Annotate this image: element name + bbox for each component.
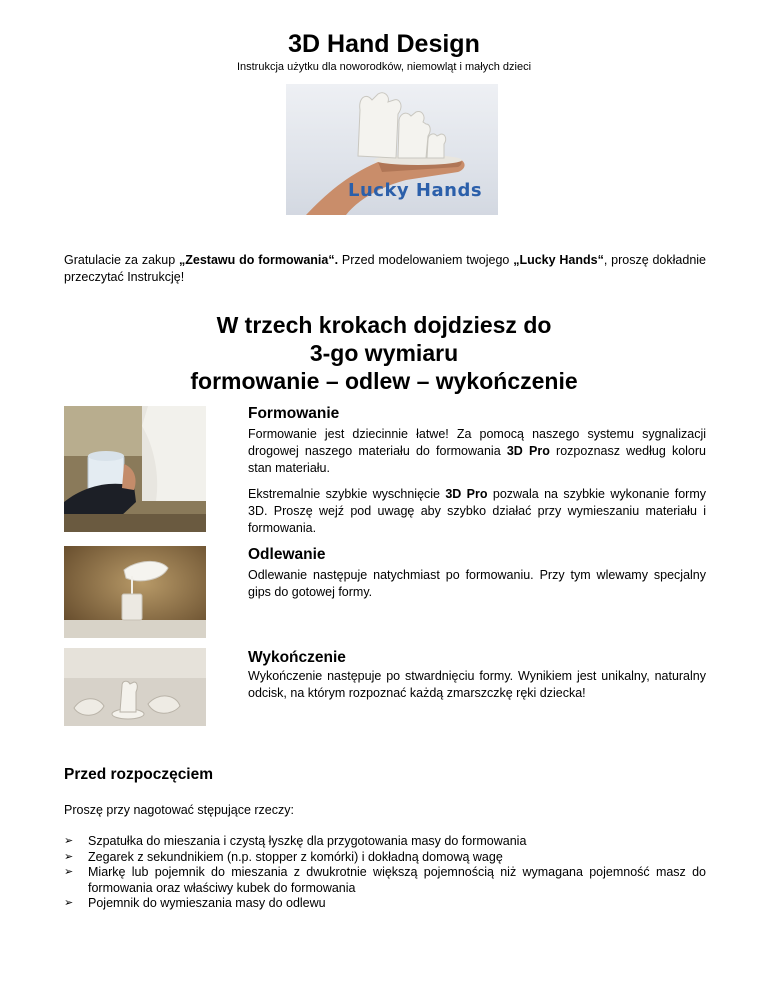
list-item: ➢ Zegarek z sekundnikiem (n.p. stopper z komórki) i dokładną domową wagę <box>64 849 503 864</box>
arrow-bullet-icon: ➢ <box>64 897 74 909</box>
casting-photo <box>64 546 206 638</box>
list-item: ➢ Pojemnik do wymieszania masy do odlewu <box>64 896 326 910</box>
lucky-hands-logo: Lucky Hands <box>348 180 483 201</box>
before-start-lead: Proszę przy nagotować stępujące rzeczy: <box>64 803 294 817</box>
arrow-bullet-icon: ➢ <box>64 850 74 863</box>
document-title: 3D Hand Design <box>288 30 480 58</box>
before-start-heading: Przed rozpoczęciem <box>64 766 214 783</box>
finishing-photo <box>64 648 206 726</box>
section-text-molding-2: Ekstremalnie szybkie wyschnięcie 3D Pro pozwala na szybkie wykonanie formy 3D. Proszę wejź pod uwagę aby szybko działać przy wymieszaniu materiału i formowania. <box>248 487 707 535</box>
molding-photo <box>64 406 206 532</box>
hero-image <box>286 84 498 215</box>
arrow-bullet-icon: ➢ <box>64 866 74 878</box>
supplies-list <box>64 834 706 912</box>
document-subtitle: Instrukcja użytku dla noworodków, niemowląt i małych dzieci <box>236 61 532 73</box>
section-text-casting: Odlewanie następuje natychmiast po formowaniu. Przy tym wlewamy specjalny gips do gotowej formy. <box>248 568 706 599</box>
section-title-finishing: Wykończenie <box>248 649 346 666</box>
steps-headline: W trzech krokach dojdziesz do 3-go wymiaru formowanie – odlew – wykończenie <box>190 312 578 394</box>
section-title-molding: Formowanie <box>248 405 340 422</box>
list-item: ➢ Szpatułka do mieszania i czystą łyszkę dla przygotowania masy do formowania <box>64 834 527 848</box>
list-item: ➢ Miarkę lub pojemnik do mieszania z dwukrotnie większą pojemnością niż wymagana pojemność masz do formowania oraz właściwy kubek do formowania <box>64 865 706 895</box>
section-text-finishing: Wykończenie następuje po stwardnięciu formy. Wynikiem jest unikalny, naturalny odcisk, na którym rozpoznać każdą zmarszczkę ręki dziecka! <box>248 669 706 700</box>
section-title-casting: Odlewanie <box>248 546 326 563</box>
arrow-bullet-icon: ➢ <box>64 835 74 847</box>
intro-paragraph: Gratulacie za zakup „Zestawu do formowania“. Przed modelowaniem twojego „Lucky Hands“, proszę dokładnie przeczytać Instrukcję! <box>64 253 706 284</box>
section-text-molding-1: Formowanie jest dziecinnie łatwe! Za pomocą naszego systemu sygnalizacji drogowej naszego materiału do formowania 3D Pro rozpoznasz według koloru stan materiału. <box>248 427 706 475</box>
